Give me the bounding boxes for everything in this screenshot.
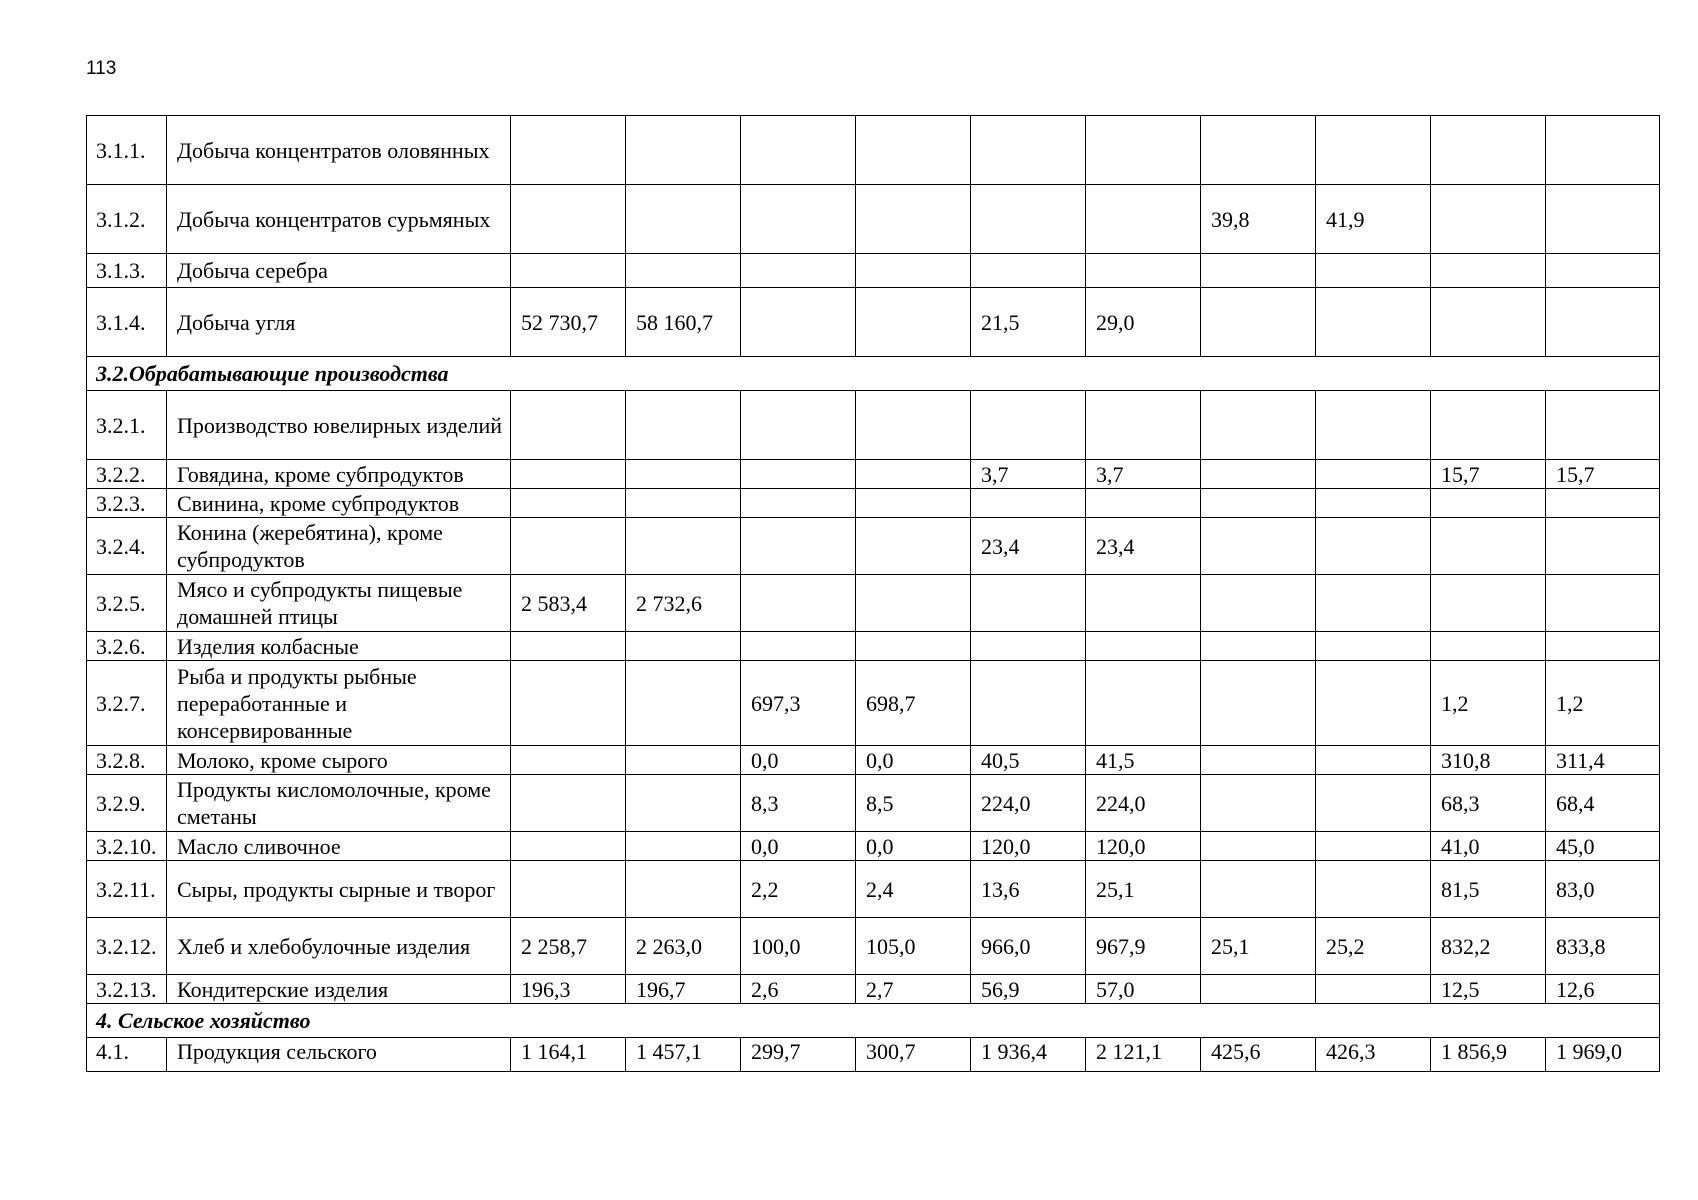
value-cell	[1316, 661, 1431, 746]
value-cell	[1201, 254, 1316, 288]
value-cell: 224,0	[971, 775, 1086, 832]
value-cell: 967,9	[1086, 918, 1201, 975]
row-name: Добыча концентратов оловянных	[167, 116, 511, 185]
value-cell	[511, 832, 626, 861]
value-cell	[971, 575, 1086, 632]
value-cell: 41,5	[1086, 746, 1201, 775]
value-cell	[856, 185, 971, 254]
value-cell: 1 856,9	[1431, 1038, 1546, 1072]
row-name: Продукты кисломолочные, кроме сметаны	[167, 775, 511, 832]
value-cell: 425,6	[1201, 1038, 1316, 1072]
value-cell: 12,6	[1546, 975, 1660, 1004]
value-cell	[1201, 575, 1316, 632]
value-cell	[626, 746, 741, 775]
row-name: Масло сливочное	[167, 832, 511, 861]
table-body	[87, 116, 1660, 1072]
value-cell	[511, 391, 626, 460]
table-row	[87, 489, 1660, 518]
value-cell: 40,5	[971, 746, 1086, 775]
value-cell	[1201, 746, 1316, 775]
row-name: Производство ювелирных изделий	[167, 391, 511, 460]
value-cell	[1086, 575, 1201, 632]
value-cell	[741, 575, 856, 632]
value-cell	[856, 116, 971, 185]
value-cell	[1546, 288, 1660, 357]
value-cell	[741, 288, 856, 357]
value-cell	[1546, 489, 1660, 518]
value-cell: 2 121,1	[1086, 1038, 1201, 1072]
value-cell	[856, 489, 971, 518]
value-cell: 105,0	[856, 918, 971, 975]
value-cell	[626, 632, 741, 661]
value-cell: 0,0	[741, 746, 856, 775]
value-cell	[741, 116, 856, 185]
value-cell: 25,2	[1316, 918, 1431, 975]
value-cell	[1086, 632, 1201, 661]
value-cell	[1431, 391, 1546, 460]
row-code: 3.2.1.	[87, 391, 167, 460]
value-cell: 2 258,7	[511, 918, 626, 975]
row-code: 3.2.3.	[87, 489, 167, 518]
row-name: Рыба и продукты рыбные переработанные и консервированные	[167, 661, 511, 746]
value-cell	[626, 832, 741, 861]
value-cell	[1546, 575, 1660, 632]
value-cell	[626, 489, 741, 518]
row-code: 3.2.12.	[87, 918, 167, 975]
value-cell	[971, 116, 1086, 185]
row-code: 3.1.3.	[87, 254, 167, 288]
table-row	[87, 632, 1660, 661]
page-number: 113	[86, 58, 117, 79]
value-cell: 2 263,0	[626, 918, 741, 975]
value-cell: 966,0	[971, 918, 1086, 975]
value-cell	[1431, 254, 1546, 288]
value-cell: 1 969,0	[1546, 1038, 1660, 1072]
value-cell: 56,9	[971, 975, 1086, 1004]
value-cell	[741, 254, 856, 288]
value-cell	[1086, 116, 1201, 185]
value-cell	[1316, 746, 1431, 775]
value-cell: 58 160,7	[626, 288, 741, 357]
value-cell: 100,0	[741, 918, 856, 975]
value-cell: 2,2	[741, 861, 856, 918]
value-cell	[971, 185, 1086, 254]
value-cell	[856, 254, 971, 288]
value-cell: 12,5	[1431, 975, 1546, 1004]
value-cell	[1316, 489, 1431, 518]
value-cell	[1201, 775, 1316, 832]
value-cell: 120,0	[971, 832, 1086, 861]
value-cell	[1201, 288, 1316, 357]
row-code: 3.2.13.	[87, 975, 167, 1004]
value-cell: 2,4	[856, 861, 971, 918]
value-cell: 8,5	[856, 775, 971, 832]
value-cell	[1546, 185, 1660, 254]
value-cell: 23,4	[971, 518, 1086, 575]
value-cell	[626, 391, 741, 460]
value-cell	[511, 632, 626, 661]
value-cell: 832,2	[1431, 918, 1546, 975]
value-cell	[741, 489, 856, 518]
value-cell: 1 164,1	[511, 1038, 626, 1072]
value-cell	[1086, 489, 1201, 518]
value-cell	[971, 661, 1086, 746]
value-cell: 196,3	[511, 975, 626, 1004]
value-cell	[1546, 632, 1660, 661]
value-cell	[1431, 185, 1546, 254]
row-name: Добыча угля	[167, 288, 511, 357]
value-cell: 833,8	[1546, 918, 1660, 975]
value-cell: 8,3	[741, 775, 856, 832]
row-code: 3.2.5.	[87, 575, 167, 632]
row-code: 3.2.4.	[87, 518, 167, 575]
value-cell	[626, 861, 741, 918]
value-cell	[1546, 518, 1660, 575]
value-cell	[626, 775, 741, 832]
value-cell	[1316, 575, 1431, 632]
value-cell	[511, 489, 626, 518]
table-row	[87, 116, 1660, 185]
row-code: 3.1.2.	[87, 185, 167, 254]
value-cell	[1201, 632, 1316, 661]
value-cell	[1316, 254, 1431, 288]
value-cell	[1201, 832, 1316, 861]
row-name: Добыча серебра	[167, 254, 511, 288]
value-cell	[1431, 288, 1546, 357]
value-cell: 39,8	[1201, 185, 1316, 254]
value-cell: 15,7	[1431, 460, 1546, 489]
value-cell: 52 730,7	[511, 288, 626, 357]
value-cell: 224,0	[1086, 775, 1201, 832]
value-cell	[626, 661, 741, 746]
section-title: 3.2.Обрабатывающие производства	[87, 357, 1660, 391]
table-row	[87, 1038, 1660, 1072]
value-cell	[626, 185, 741, 254]
value-cell	[626, 116, 741, 185]
row-name: Конина (жеребятина), кроме субпродуктов	[167, 518, 511, 575]
row-name: Свинина, кроме субпродуктов	[167, 489, 511, 518]
value-cell	[1546, 116, 1660, 185]
value-cell: 0,0	[741, 832, 856, 861]
value-cell: 57,0	[1086, 975, 1201, 1004]
value-cell: 3,7	[1086, 460, 1201, 489]
value-cell: 1,2	[1546, 661, 1660, 746]
value-cell	[971, 254, 1086, 288]
value-cell	[1201, 861, 1316, 918]
table-row	[87, 391, 1660, 460]
value-cell: 3,7	[971, 460, 1086, 489]
value-cell	[1316, 288, 1431, 357]
row-name: Говядина, кроме субпродуктов	[167, 460, 511, 489]
value-cell: 21,5	[971, 288, 1086, 357]
value-cell	[1316, 975, 1431, 1004]
row-name: Хлеб и хлебобулочные изделия	[167, 918, 511, 975]
row-code: 3.2.8.	[87, 746, 167, 775]
row-code: 3.1.4.	[87, 288, 167, 357]
value-cell	[1316, 832, 1431, 861]
value-cell	[971, 391, 1086, 460]
value-cell	[1201, 391, 1316, 460]
value-cell: 25,1	[1201, 918, 1316, 975]
value-cell: 68,3	[1431, 775, 1546, 832]
value-cell: 311,4	[1546, 746, 1660, 775]
value-cell: 300,7	[856, 1038, 971, 1072]
table-row	[87, 975, 1660, 1004]
section-row	[87, 357, 1660, 391]
table-row	[87, 661, 1660, 746]
value-cell	[741, 632, 856, 661]
row-name: Изделия колбасные	[167, 632, 511, 661]
value-cell	[971, 489, 1086, 518]
value-cell	[511, 746, 626, 775]
value-cell	[511, 775, 626, 832]
value-cell	[1431, 489, 1546, 518]
value-cell: 1 936,4	[971, 1038, 1086, 1072]
table-row	[87, 575, 1660, 632]
value-cell: 698,7	[856, 661, 971, 746]
value-cell: 0,0	[856, 746, 971, 775]
value-cell: 196,7	[626, 975, 741, 1004]
table-row	[87, 746, 1660, 775]
value-cell: 23,4	[1086, 518, 1201, 575]
value-cell: 15,7	[1546, 460, 1660, 489]
value-cell	[856, 518, 971, 575]
value-cell: 13,6	[971, 861, 1086, 918]
value-cell	[1316, 460, 1431, 489]
value-cell	[1431, 116, 1546, 185]
value-cell	[1201, 460, 1316, 489]
table-row	[87, 185, 1660, 254]
value-cell	[1431, 632, 1546, 661]
value-cell	[856, 288, 971, 357]
value-cell	[511, 460, 626, 489]
value-cell: 120,0	[1086, 832, 1201, 861]
value-cell	[856, 391, 971, 460]
value-cell	[1431, 518, 1546, 575]
value-cell: 697,3	[741, 661, 856, 746]
value-cell: 426,3	[1316, 1038, 1431, 1072]
value-cell: 2,7	[856, 975, 971, 1004]
table-row	[87, 518, 1660, 575]
value-cell	[1201, 661, 1316, 746]
value-cell	[1431, 575, 1546, 632]
value-cell	[856, 460, 971, 489]
value-cell: 310,8	[1431, 746, 1546, 775]
value-cell: 41,0	[1431, 832, 1546, 861]
value-cell: 81,5	[1431, 861, 1546, 918]
value-cell	[1316, 775, 1431, 832]
table-row	[87, 460, 1660, 489]
value-cell	[1316, 518, 1431, 575]
value-cell: 299,7	[741, 1038, 856, 1072]
row-code: 4.1.	[87, 1038, 167, 1072]
value-cell	[511, 254, 626, 288]
table-row	[87, 861, 1660, 918]
row-code: 3.2.7.	[87, 661, 167, 746]
row-name: Продукция сельского	[167, 1038, 511, 1072]
value-cell	[971, 632, 1086, 661]
value-cell	[511, 861, 626, 918]
value-cell	[1546, 254, 1660, 288]
value-cell	[511, 518, 626, 575]
value-cell	[1316, 861, 1431, 918]
value-cell	[741, 391, 856, 460]
table-row	[87, 918, 1660, 975]
value-cell: 2 583,4	[511, 575, 626, 632]
value-cell	[1201, 518, 1316, 575]
table-row	[87, 288, 1660, 357]
value-cell: 25,1	[1086, 861, 1201, 918]
value-cell: 1,2	[1431, 661, 1546, 746]
section-title: 4. Сельское хозяйство	[87, 1004, 1660, 1038]
row-name: Молоко, кроме сырого	[167, 746, 511, 775]
value-cell	[1201, 489, 1316, 518]
value-cell	[856, 575, 971, 632]
value-cell	[1086, 391, 1201, 460]
value-cell	[1316, 632, 1431, 661]
value-cell	[741, 460, 856, 489]
value-cell: 41,9	[1316, 185, 1431, 254]
value-cell	[741, 185, 856, 254]
value-cell	[1546, 391, 1660, 460]
value-cell	[1201, 975, 1316, 1004]
value-cell	[511, 661, 626, 746]
value-cell	[1086, 254, 1201, 288]
table-row	[87, 832, 1660, 861]
value-cell: 0,0	[856, 832, 971, 861]
value-cell	[511, 116, 626, 185]
value-cell: 2 732,6	[626, 575, 741, 632]
row-name: Сыры, продукты сырные и творог	[167, 861, 511, 918]
row-code: 3.2.11.	[87, 861, 167, 918]
value-cell	[856, 632, 971, 661]
section-row	[87, 1004, 1660, 1038]
row-code: 3.1.1.	[87, 116, 167, 185]
table-row	[87, 254, 1660, 288]
row-code: 3.2.9.	[87, 775, 167, 832]
value-cell	[1316, 116, 1431, 185]
value-cell	[626, 518, 741, 575]
value-cell	[626, 460, 741, 489]
row-name: Добыча концентратов сурьмяных	[167, 185, 511, 254]
data-table	[86, 115, 1660, 1072]
value-cell	[1086, 661, 1201, 746]
value-cell: 29,0	[1086, 288, 1201, 357]
row-code: 3.2.2.	[87, 460, 167, 489]
value-cell: 45,0	[1546, 832, 1660, 861]
row-name: Кондитерские изделия	[167, 975, 511, 1004]
table-row	[87, 775, 1660, 832]
value-cell: 83,0	[1546, 861, 1660, 918]
row-name: Мясо и субпродукты пищевые домашней птицы	[167, 575, 511, 632]
value-cell: 2,6	[741, 975, 856, 1004]
value-cell	[1201, 116, 1316, 185]
value-cell: 1 457,1	[626, 1038, 741, 1072]
value-cell	[1316, 391, 1431, 460]
value-cell: 68,4	[1546, 775, 1660, 832]
row-code: 3.2.10.	[87, 832, 167, 861]
value-cell	[511, 185, 626, 254]
value-cell	[626, 254, 741, 288]
value-cell	[741, 518, 856, 575]
value-cell	[1086, 185, 1201, 254]
row-code: 3.2.6.	[87, 632, 167, 661]
